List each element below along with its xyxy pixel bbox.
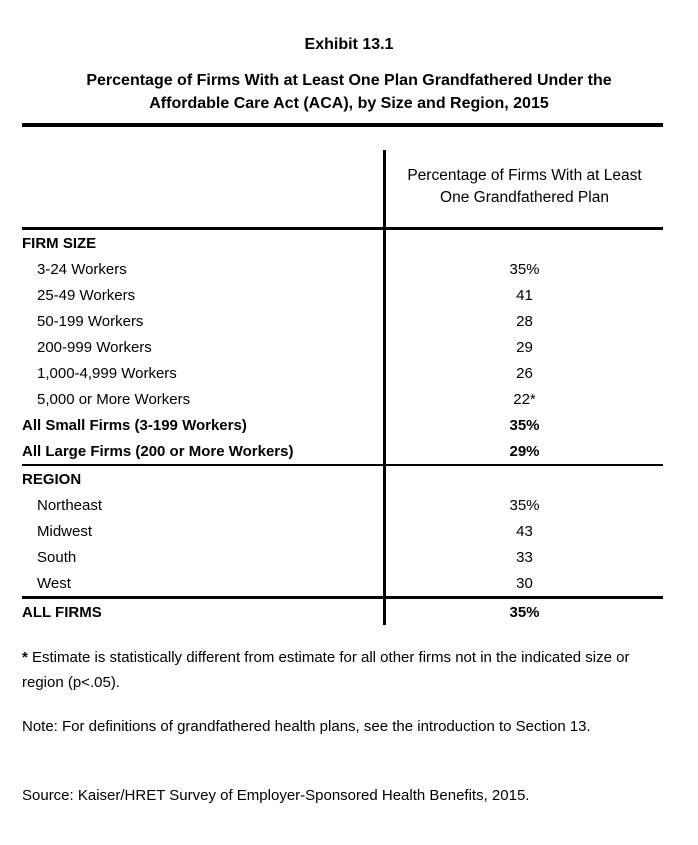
table-row-all-firms bbox=[22, 599, 663, 625]
table-row-all-small-firms bbox=[22, 412, 663, 438]
table-row bbox=[22, 334, 663, 360]
header-spacer-cell bbox=[22, 127, 386, 227]
row-value: 41 bbox=[516, 286, 533, 304]
row-label: All Small Firms (3-199 Workers) bbox=[22, 416, 247, 434]
data-table bbox=[22, 127, 663, 625]
table-row bbox=[22, 256, 663, 282]
exhibit-number: Exhibit 13.1 bbox=[304, 36, 394, 53]
page-title bbox=[29, 69, 669, 115]
row-label: ALL FIRMS bbox=[22, 603, 102, 621]
row-label: 5,000 or More Workers bbox=[37, 390, 191, 408]
row-value: 33 bbox=[516, 548, 533, 566]
section-label: FIRM SIZE bbox=[22, 234, 97, 252]
row-value: 35% bbox=[509, 260, 540, 278]
row-label: Midwest bbox=[37, 522, 93, 540]
row-value: 28 bbox=[516, 312, 533, 330]
significance-footnote-text: Estimate is statistically different from estimate for all other firms not in the indicated size or region (p<.05). bbox=[22, 649, 630, 691]
row-label: All Large Firms (200 or More Workers) bbox=[22, 442, 294, 460]
row-label: 200-999 Workers bbox=[37, 338, 152, 356]
value-column-header-line1: Percentage of Firms With at Least bbox=[407, 167, 642, 184]
row-value: 26 bbox=[516, 364, 533, 382]
row-label: 25-49 Workers bbox=[37, 286, 136, 304]
row-label: South bbox=[37, 548, 77, 566]
value-column-header-line2: One Grandfathered Plan bbox=[440, 189, 609, 206]
definition-note: Note: For definitions of grandfathered health plans, see the introduction to Section 13. bbox=[22, 718, 591, 735]
row-label: West bbox=[37, 574, 71, 592]
section-label: REGION bbox=[22, 470, 82, 488]
section-header-firm-size bbox=[22, 230, 663, 256]
row-value: 29% bbox=[509, 442, 540, 460]
table-row bbox=[22, 360, 663, 386]
row-value: 35% bbox=[509, 416, 540, 434]
table-row bbox=[22, 544, 663, 570]
section-header-region bbox=[22, 466, 663, 492]
row-value: 22* bbox=[513, 390, 536, 408]
asterisk-marker: * bbox=[22, 649, 28, 666]
page-title-line1: Percentage of Firms With at Least One Plan Grandfathered Under the bbox=[86, 72, 612, 89]
significance-footnote bbox=[22, 645, 646, 695]
row-value: 35% bbox=[509, 496, 540, 514]
table-header-row bbox=[22, 127, 663, 230]
table-row-all-large-firms bbox=[22, 438, 663, 464]
row-label: 3-24 Workers bbox=[37, 260, 127, 278]
table-row bbox=[22, 492, 663, 518]
row-label: 1,000-4,999 Workers bbox=[37, 364, 177, 382]
row-label: 50-199 Workers bbox=[37, 312, 144, 330]
column-divider-rule bbox=[383, 150, 386, 625]
row-value: 30 bbox=[516, 574, 533, 592]
row-label: Northeast bbox=[37, 496, 103, 514]
source-citation: Source: Kaiser/HRET Survey of Employer-Sponsored Health Benefits, 2015. bbox=[22, 787, 530, 804]
table-row bbox=[22, 518, 663, 544]
table-row bbox=[22, 386, 663, 412]
page-title-line2: Affordable Care Act (ACA), by Size and Region, 2015 bbox=[149, 95, 549, 112]
row-value: 35% bbox=[509, 603, 540, 621]
table-row bbox=[22, 282, 663, 308]
row-value: 43 bbox=[516, 522, 533, 540]
table-row bbox=[22, 308, 663, 334]
table-row bbox=[22, 570, 663, 596]
value-column-header bbox=[386, 127, 663, 227]
row-value: 29 bbox=[516, 338, 533, 356]
